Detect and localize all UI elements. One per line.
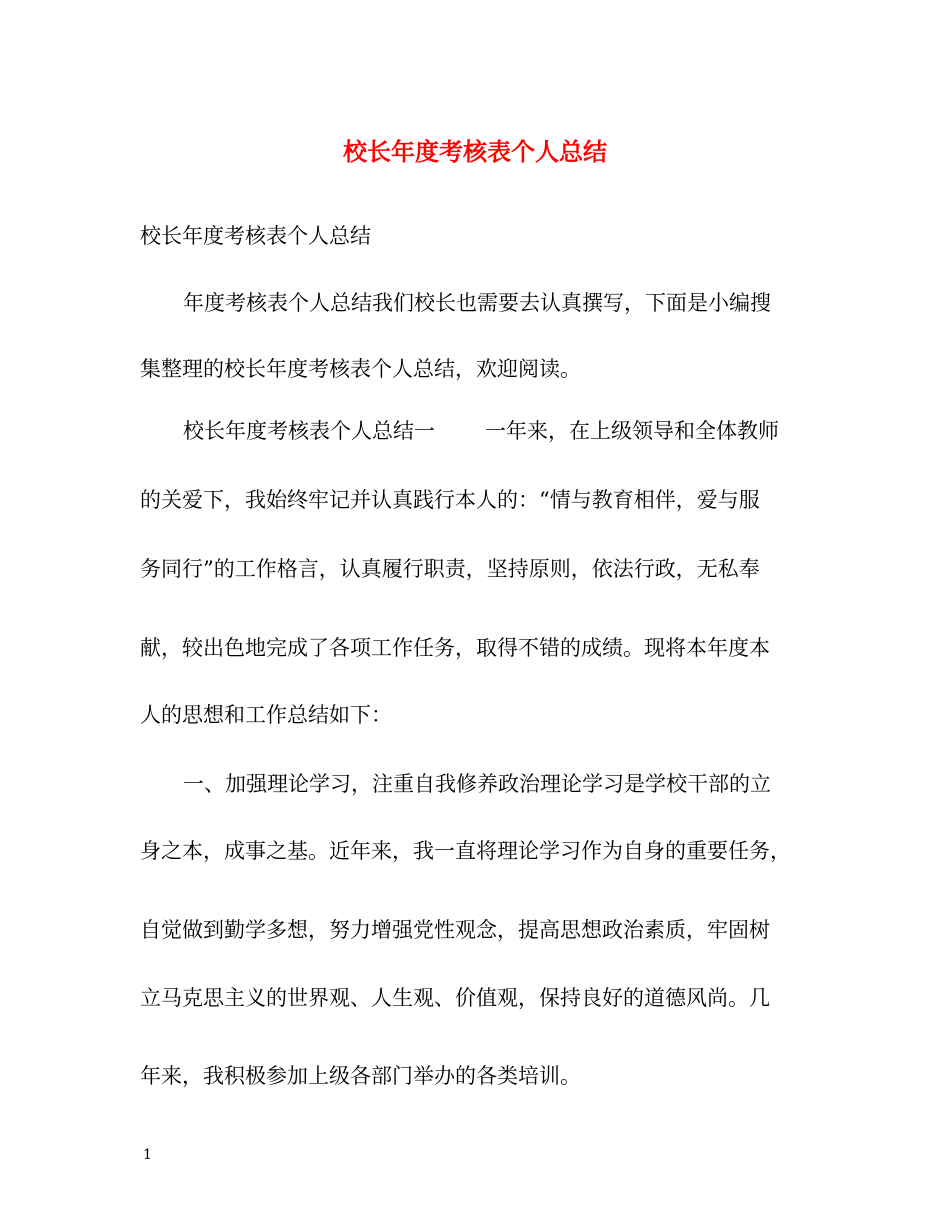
section-heading-1: 校长年度考核表个人总结一 bbox=[183, 419, 435, 443]
document-subtitle: 校长年度考核表个人总结 bbox=[140, 224, 371, 248]
document-title: 校长年度考核表个人总结 bbox=[343, 137, 607, 166]
body-line-1: 年度考核表个人总结我们校长也需要去认真撰写，下面是小编搜 bbox=[183, 291, 771, 315]
body-line-6: 献，较出色地完成了各项工作任务，取得不错的成绩。现将本年度本 bbox=[140, 636, 770, 660]
body-line-7: 人的思想和工作总结如下： bbox=[140, 703, 392, 727]
section-1-lead: 一年来，在上级领导和全体教师 bbox=[485, 419, 779, 443]
body-line-4: 的关爱下，我始终牢记并认真践行本人的：“情与教育相伴，爱与服 bbox=[140, 488, 760, 512]
page-number: 1 bbox=[143, 1147, 152, 1163]
body-line-3 bbox=[183, 415, 779, 447]
body-line-9: 身之本，成事之基。近年来，我一直将理论学习作为自身的重要任务， bbox=[140, 839, 791, 863]
body-line-5: 务同行”的工作格言，认真履行职责，坚持原则，依法行政，无私奉 bbox=[140, 557, 760, 581]
body-line-8: 一、加强理论学习，注重自我修养政治理论学习是学校干部的立 bbox=[183, 772, 771, 796]
body-line-12: 年来，我积极参加上级各部门举办的各类培训。 bbox=[140, 1064, 581, 1088]
body-line-11: 立马克思主义的世界观、人生观、价值观，保持良好的道德风尚。几 bbox=[140, 986, 770, 1010]
body-line-10: 自觉做到勤学多想，努力增强党性观念，提高思想政治素质，牢固树 bbox=[140, 918, 770, 942]
body-line-2: 集整理的校长年度考核表个人总结，欢迎阅读。 bbox=[140, 357, 581, 381]
